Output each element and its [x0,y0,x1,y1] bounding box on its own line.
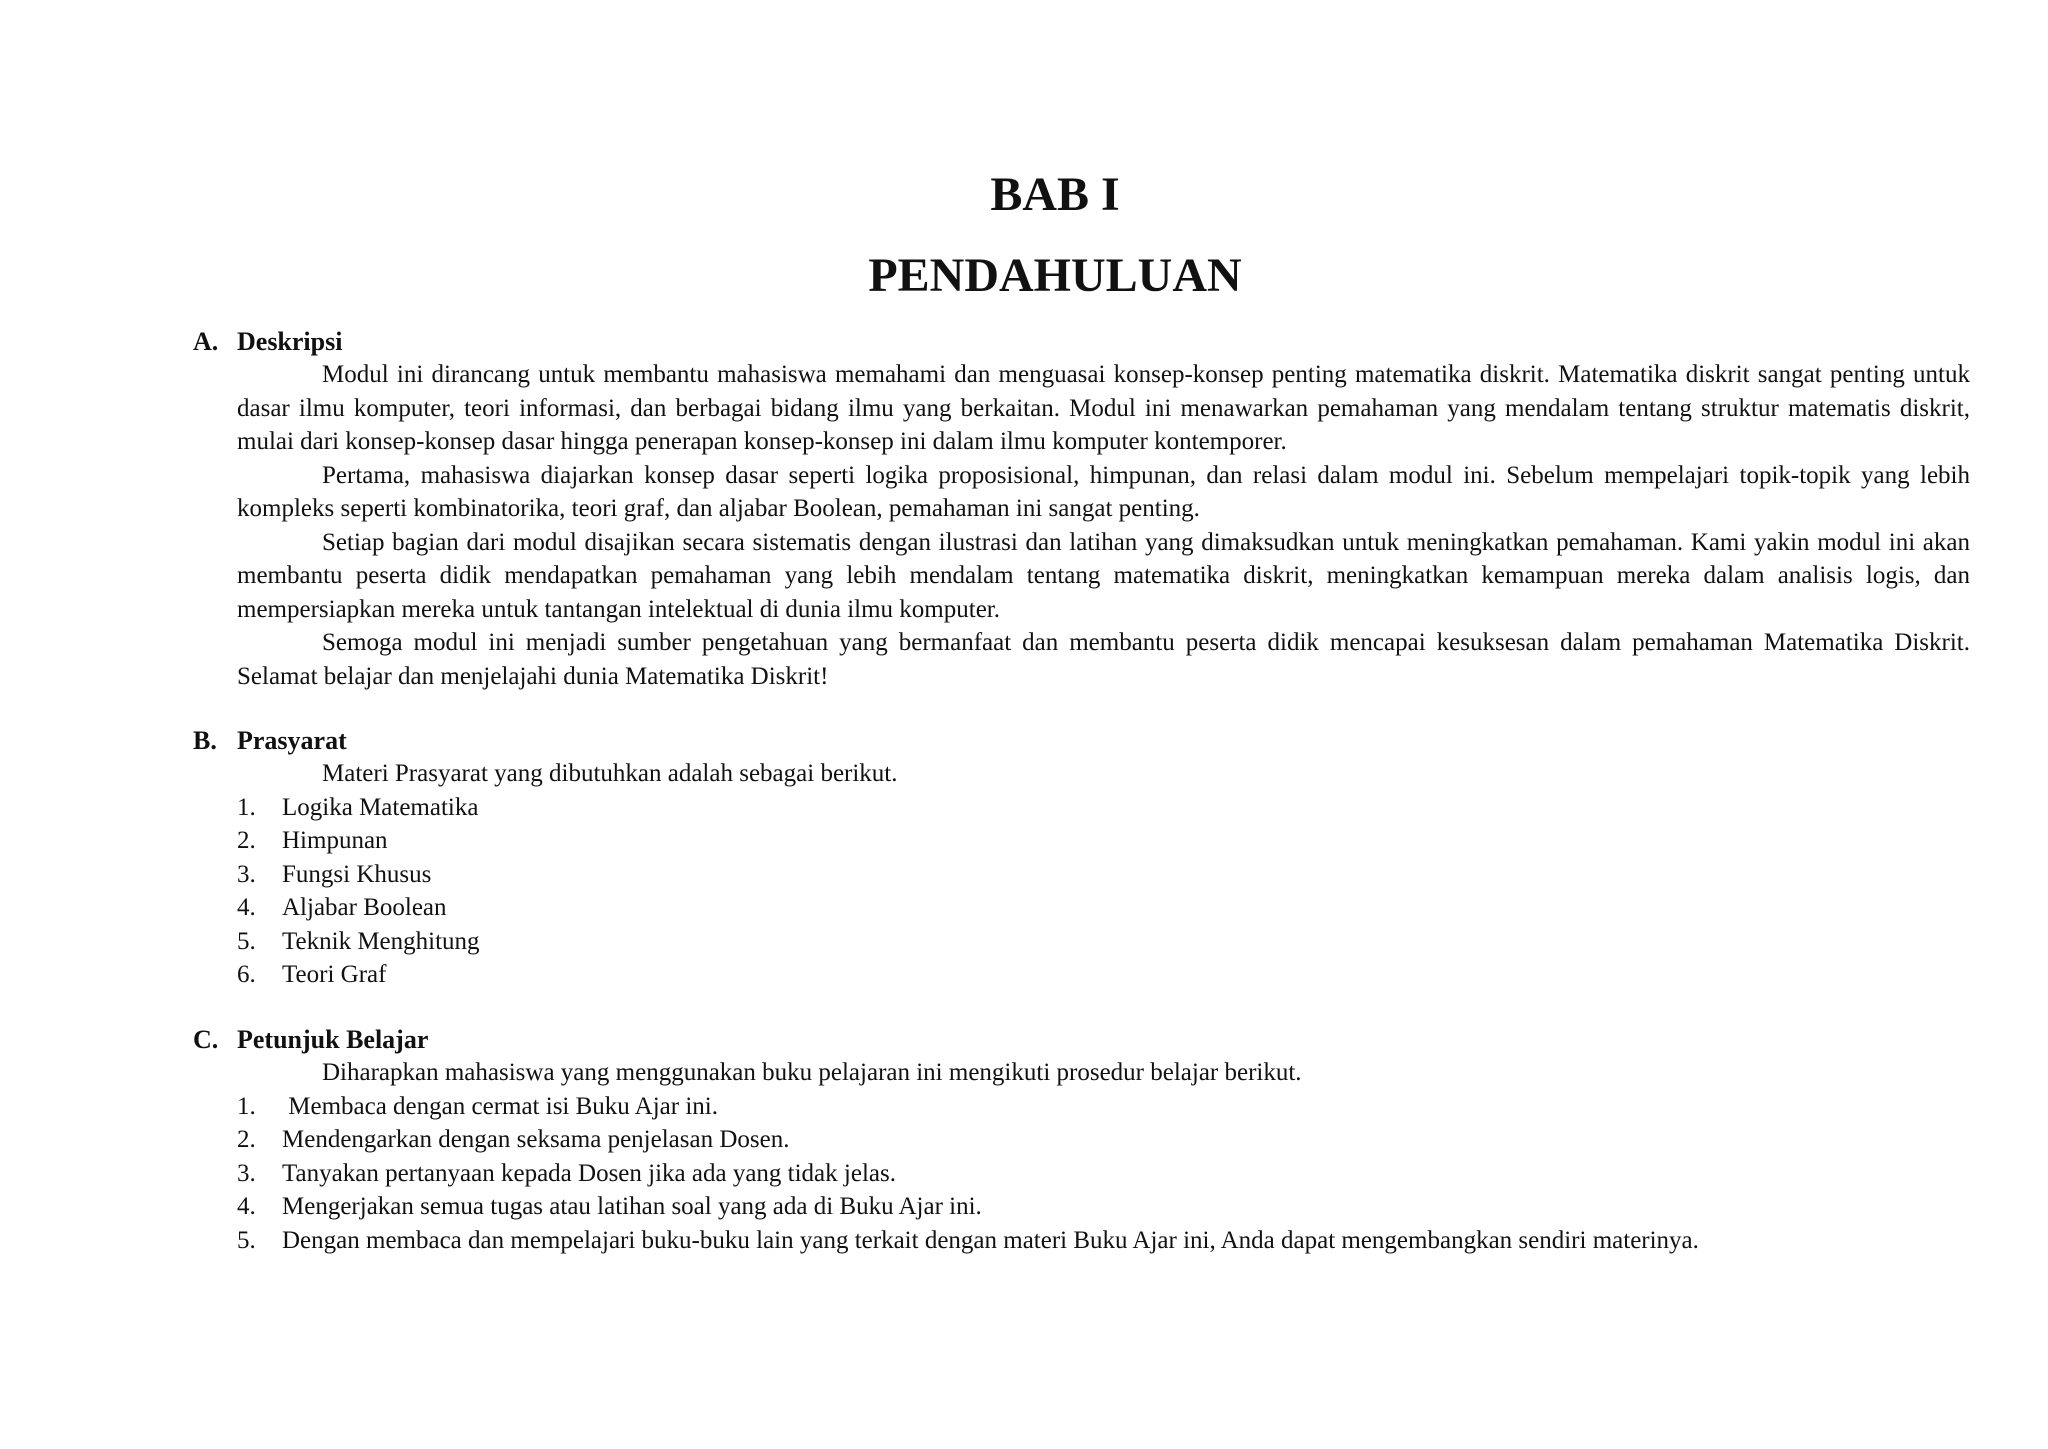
chapter-title: PENDAHULUAN [868,249,1242,302]
section-heading [193,325,342,358]
list-item [237,858,1970,892]
list-number: 1. [237,1092,256,1120]
list-item [237,958,1970,992]
section-title: Deskripsi [237,327,343,356]
list-item-text: Mengerjakan semua tugas atau latihan soal yang ada di Buku Ajar ini. [282,1193,982,1220]
section-body [237,358,1970,693]
section-letter: C. [193,1025,219,1054]
section-letter: B. [193,726,217,755]
list-number: 3. [237,1159,256,1187]
list-item-text: Logika Matematika [282,793,479,821]
list-item-text: Membaca dengan cermat isi Buku Ajar ini. [282,1092,718,1120]
list-item [237,1090,1970,1124]
section-heading [193,724,347,757]
paragraph: Setiap bagian dari modul disajikan secara sistematis dengan ilustrasi dan latihan yang dimaksudkan untuk meningkatkan pemahaman. Kami yakin modul ini akan membantu peserta didik mendapatkan pemahaman yang lebih mendalam tentang matematika diskrit, meningkatkan kemampuan mereka dalam analisis logis, dan mempersiapkan mereka untuk tantangan intelektual di dunia ilmu komputer. [237,528,1970,623]
section-body [237,1056,1970,1257]
list-item-text: Himpunan [282,827,388,854]
section-letter: A. [193,327,219,356]
section-title: Petunjuk Belajar [237,1025,429,1054]
section-intro: Materi Prasyarat yang dibutuhkan adalah sebagai berikut. [322,760,898,787]
paragraph: Semoga modul ini menjadi sumber pengetahuan yang bermanfaat dan membantu peserta didik mencapai kesuksesan dalam pemahaman Matematika Diskrit. Selamat belajar dan menjelajahi dunia Matematika Diskrit! [237,629,1970,690]
list-number: 2. [237,1126,256,1153]
list-item-text: Teknik Menghitung [282,927,480,955]
list-number: 1. [237,793,256,821]
list-number: 4. [237,894,256,921]
list-item [237,1123,1970,1157]
list-item [237,891,1970,925]
list-item [237,1190,1970,1224]
list-number: 6. [237,961,256,988]
section-heading [193,1023,428,1056]
prerequisite-list [237,791,1970,992]
section-intro: Diharapkan mahasiswa yang menggunakan buku pelajaran ini mengikuti prosedur belajar berikut. [322,1059,1302,1086]
list-item-text: Teori Graf [282,961,387,988]
list-item [237,925,1970,959]
list-item [237,791,1970,825]
list-number: 4. [237,1193,256,1220]
paragraph: Pertama, mahasiswa diajarkan konsep dasar seperti logika proposisional, himpunan, dan relasi dalam modul ini. Sebelum mempelajari topik-topik yang lebih kompleks seperti kombinatorika, teori graf, dan aljabar Boolean, pemahaman ini sangat penting. [237,461,1970,522]
list-item [237,824,1970,858]
list-item-text: Dengan membaca dan mempelajari buku-buku lain yang terkait dengan materi Buku Ajar ini, Anda dapat mengembangkan sendiri materinya. [282,1226,1699,1254]
list-item-text: Aljabar Boolean [282,894,447,921]
list-number: 3. [237,860,256,888]
section-title: Prasyarat [237,726,347,755]
list-number: 2. [237,827,256,854]
paragraph: Modul ini dirancang untuk membantu mahasiswa memahami dan menguasai konsep-konsep penting matematika diskrit. Matematika diskrit sangat penting untuk dasar ilmu komputer, teori informasi, dan berbagai bidang ilmu yang berkaitan. Modul ini menawarkan pemahaman yang mendalam tentang struktur matematis diskrit, mulai dari konsep-konsep dasar hingga penerapan konsep-konsep ini dalam ilmu komputer kontemporer. [237,361,1970,455]
section-body [237,757,1970,992]
list-number: 5. [237,1226,256,1254]
list-item [237,1157,1970,1191]
list-item-text: Mendengarkan dengan seksama penjelasan Dosen. [282,1126,790,1153]
chapter-number: BAB I [990,168,1120,221]
list-item-text: Tanyakan pertanyaan kepada Dosen jika ada yang tidak jelas. [282,1159,896,1187]
list-number: 5. [237,927,256,955]
list-item-text: Fungsi Khusus [282,860,432,888]
study-guide-list [237,1090,1970,1258]
list-item [237,1224,1970,1258]
